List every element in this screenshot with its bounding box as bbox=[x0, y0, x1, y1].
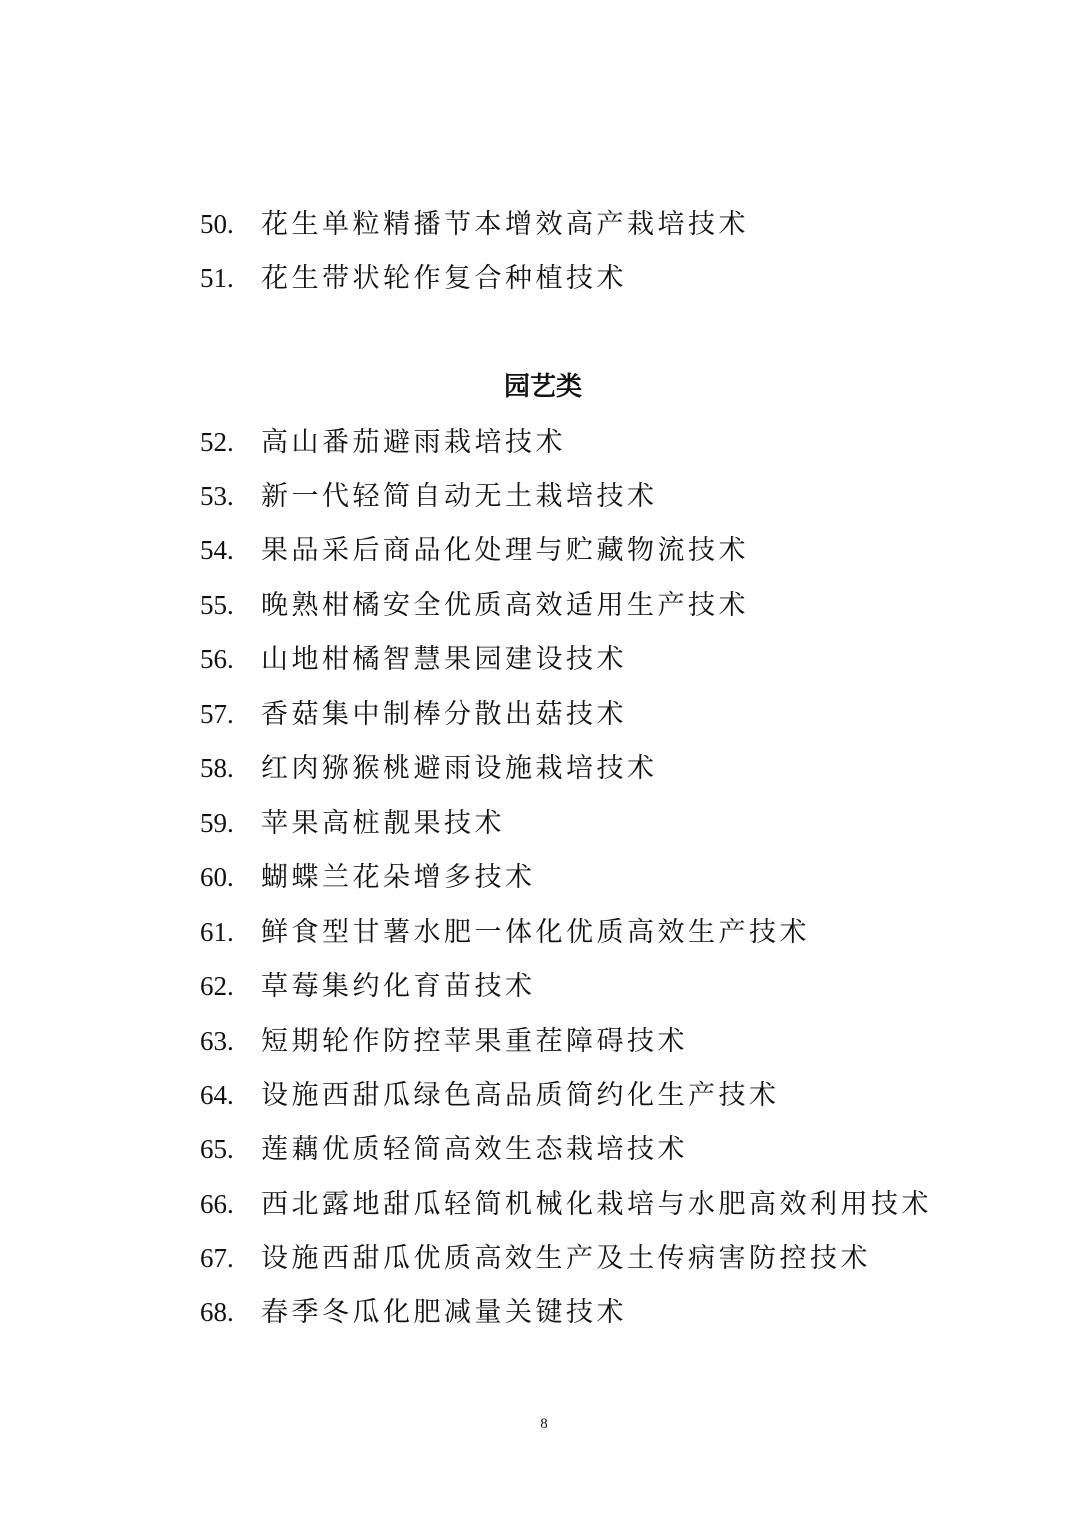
list-item bbox=[200, 1075, 780, 1115]
item-number: 57. bbox=[200, 699, 234, 729]
item-number: 56. bbox=[200, 644, 234, 674]
item-number: 62. bbox=[200, 971, 234, 1001]
item-text: 鲜食型甘薯水肥一体化优质高效生产技术 bbox=[261, 917, 810, 948]
page-number: 8 bbox=[540, 1416, 548, 1432]
list-item bbox=[200, 748, 658, 788]
item-number: 63. bbox=[200, 1026, 234, 1056]
item-text: 西北露地甜瓜轻简机械化栽培与水肥高效利用技术 bbox=[261, 1189, 932, 1220]
item-number: 64. bbox=[200, 1080, 234, 1110]
item-number: 58. bbox=[200, 753, 234, 783]
item-number: 55. bbox=[200, 590, 234, 620]
item-text: 设施西甜瓜绿色高品质简约化生产技术 bbox=[261, 1080, 780, 1111]
list-item bbox=[200, 476, 658, 516]
item-number: 50. bbox=[200, 209, 234, 239]
item-text: 草莓集约化育苗技术 bbox=[261, 971, 536, 1002]
list-item bbox=[200, 803, 505, 843]
list-item bbox=[200, 1021, 688, 1061]
item-text: 春季冬瓜化肥减量关键技术 bbox=[261, 1297, 627, 1328]
item-text: 红肉猕猴桃避雨设施栽培技术 bbox=[261, 753, 658, 784]
item-text: 蝴蝶兰花朵增多技术 bbox=[261, 862, 536, 893]
item-text: 花生单粒精播节本增效高产栽培技术 bbox=[261, 209, 749, 240]
list-item bbox=[200, 204, 749, 244]
item-number: 68. bbox=[200, 1297, 234, 1327]
item-number: 52. bbox=[200, 427, 234, 457]
item-text: 香菇集中制棒分散出菇技术 bbox=[261, 699, 627, 730]
list-item bbox=[200, 422, 566, 462]
item-text: 短期轮作防控苹果重茬障碍技术 bbox=[261, 1026, 688, 1057]
item-number: 65. bbox=[200, 1134, 234, 1164]
item-number: 53. bbox=[200, 481, 234, 511]
item-number: 66. bbox=[200, 1189, 234, 1219]
item-text: 果品采后商品化处理与贮藏物流技术 bbox=[261, 535, 749, 566]
list-item bbox=[200, 1129, 688, 1169]
item-number: 67. bbox=[200, 1243, 234, 1273]
item-number: 51. bbox=[200, 263, 234, 293]
item-text: 高山番茄避雨栽培技术 bbox=[261, 427, 566, 458]
list-item bbox=[200, 585, 749, 625]
list-item bbox=[200, 1184, 932, 1224]
item-text: 苹果高桩靓果技术 bbox=[261, 808, 505, 839]
list-item bbox=[200, 857, 536, 897]
item-number: 61. bbox=[200, 917, 234, 947]
item-text: 设施西甜瓜优质高效生产及土传病害防控技术 bbox=[261, 1243, 871, 1274]
list-item bbox=[200, 639, 627, 679]
list-item bbox=[200, 1292, 627, 1332]
list-item bbox=[200, 258, 627, 298]
list-item bbox=[200, 530, 749, 570]
list-item bbox=[200, 912, 810, 952]
list-item bbox=[200, 694, 627, 734]
item-text: 新一代轻简自动无土栽培技术 bbox=[261, 481, 658, 512]
list-item bbox=[200, 1238, 871, 1278]
item-text: 晚熟柑橘安全优质高效适用生产技术 bbox=[261, 590, 749, 621]
item-number: 54. bbox=[200, 535, 234, 565]
item-text: 山地柑橘智慧果园建设技术 bbox=[261, 644, 627, 675]
list-item bbox=[200, 966, 536, 1006]
section-heading: 园艺类 bbox=[503, 372, 582, 402]
item-number: 59. bbox=[200, 808, 234, 838]
item-text: 莲藕优质轻简高效生态栽培技术 bbox=[261, 1134, 688, 1165]
item-number: 60. bbox=[200, 862, 234, 892]
item-text: 花生带状轮作复合种植技术 bbox=[261, 263, 627, 294]
